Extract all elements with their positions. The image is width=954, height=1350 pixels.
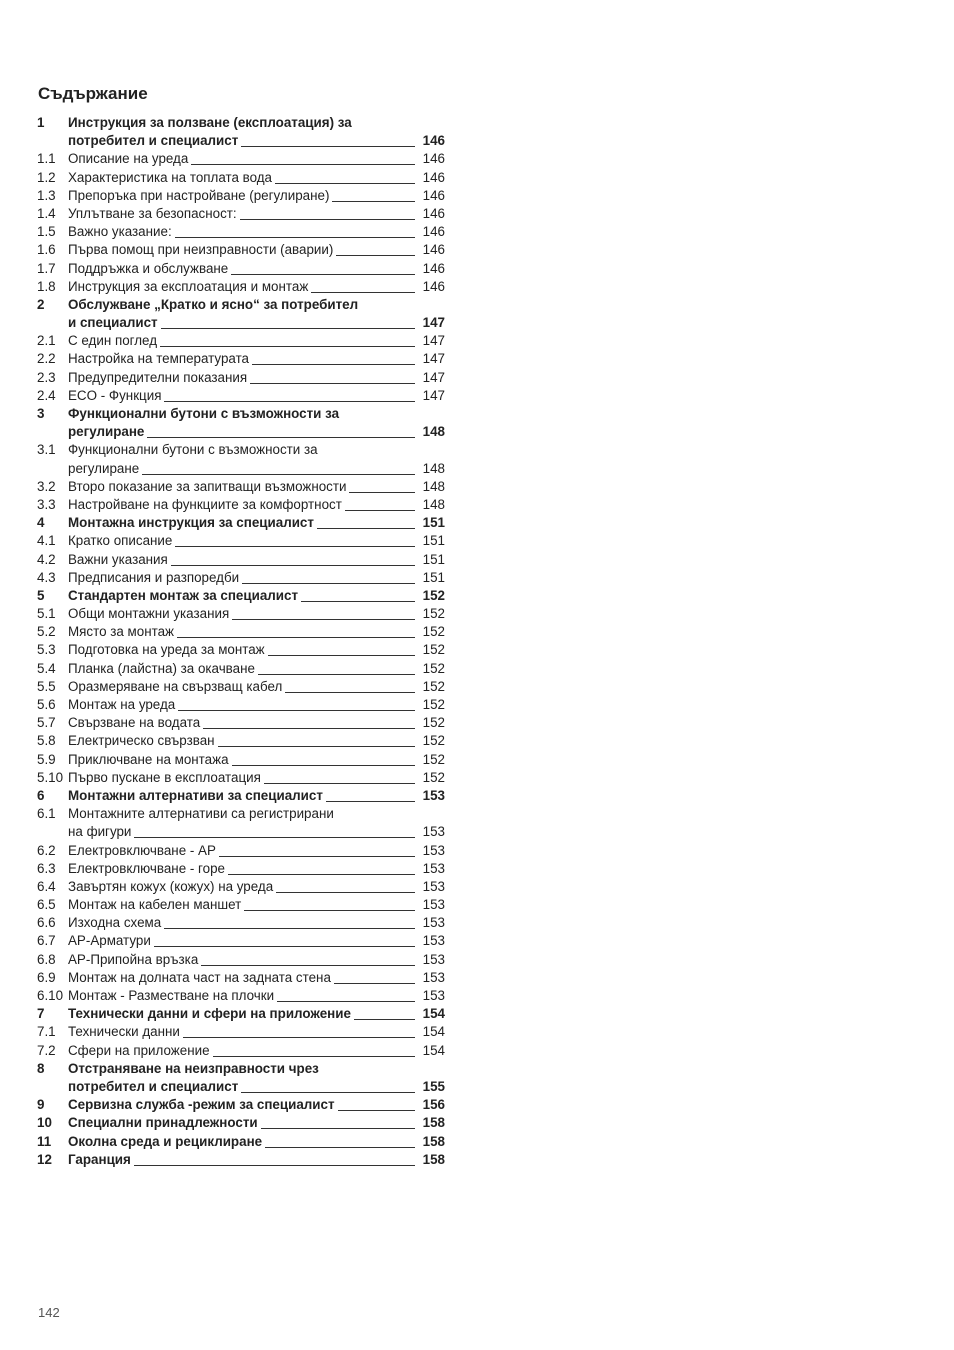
toc-entry-title: Околна среда и рециклиране <box>68 1133 263 1149</box>
toc-entry-title: Изходна схема <box>68 915 162 931</box>
page-number: 142 <box>38 1305 60 1320</box>
toc-leader-line <box>164 914 415 929</box>
toc-entry-page: 153 <box>422 951 445 967</box>
toc-leader-line <box>183 1023 415 1038</box>
toc-entry <box>37 932 445 950</box>
toc-entry-page: 146 <box>422 260 445 276</box>
toc-entry-title: Уплътване за безопасност: <box>68 205 237 221</box>
toc-entry-title: потребител и специалист <box>68 133 239 149</box>
toc-entry-page: 153 <box>422 969 445 985</box>
toc-entry-title: Инструкция за ползване (експлоатация) за <box>68 115 352 130</box>
toc-entry-number: 1.6 <box>37 242 56 258</box>
toc-entry-title: Свързване на водата <box>68 715 201 731</box>
toc-entry-number: 2.2 <box>37 351 56 367</box>
toc-entry-number: 12 <box>37 1151 52 1167</box>
page-title: Съдържание <box>38 84 148 103</box>
toc-entry <box>37 1005 445 1023</box>
toc-entry <box>37 241 445 259</box>
toc-entry <box>37 823 445 841</box>
toc-entry-number: 6.7 <box>37 933 56 949</box>
toc-entry-title: С един поглед <box>68 333 158 349</box>
toc-entry-page: 153 <box>422 878 445 894</box>
toc-entry-number: 8 <box>37 1060 45 1076</box>
toc-entry-title: Монтажни алтернативи за специалист <box>68 787 323 803</box>
toc-entry-title: и специалист <box>68 315 158 331</box>
toc-leader-line <box>277 987 415 1002</box>
toc-leader-line <box>154 932 415 947</box>
toc-entry-title: Специални принадлежности <box>68 1115 258 1131</box>
toc-entry <box>37 423 445 441</box>
toc-entry-page: 152 <box>422 624 445 640</box>
toc-entry-page: 151 <box>422 569 445 585</box>
toc-entry <box>37 114 445 132</box>
toc-leader-line <box>252 350 415 365</box>
toc-entry-number: 9 <box>37 1097 45 1113</box>
toc-entry-page: 147 <box>422 387 445 403</box>
toc-leader-line <box>232 605 415 620</box>
toc-entry-page: 153 <box>422 860 445 876</box>
toc-entry <box>37 878 445 896</box>
toc-leader-line <box>160 332 415 347</box>
toc-entry-number: 2.1 <box>37 333 56 349</box>
toc-leader-line <box>191 150 415 165</box>
toc-entry-title: регулиране <box>68 460 140 476</box>
toc-entry-title: Оразмеряване на свързващ кабел <box>68 678 283 694</box>
toc-entry-title: Планка (лайстна) за окачване <box>68 660 255 676</box>
toc-entry <box>37 150 445 168</box>
toc-entry <box>37 623 445 641</box>
toc-entry-title: Предупредителни показания <box>68 369 248 385</box>
toc-entry-number: 4.3 <box>37 569 56 585</box>
toc-entry-page: 156 <box>422 1097 445 1113</box>
toc-entry-number: 5.4 <box>37 660 56 676</box>
toc-entry-title: Електровключване - горе <box>68 860 225 876</box>
toc-entry-title: Технически данни <box>68 1024 180 1040</box>
toc-entry-page: 148 <box>422 460 445 476</box>
toc-entry-number: 5.2 <box>37 624 56 640</box>
toc-entry-title: Отстраняване на неизправности чрез <box>68 1060 319 1076</box>
toc-leader-line <box>285 678 415 693</box>
toc-entry-page: 151 <box>422 551 445 567</box>
toc-entry-title: Функционални бутони с възможности за <box>68 442 318 458</box>
toc-leader-line <box>175 223 415 238</box>
toc-leader-line <box>232 751 415 766</box>
toc-entry-title: Функционални бутони с възможности за <box>68 406 340 421</box>
toc-entry-number: 1.2 <box>37 169 56 185</box>
toc-leader-line <box>332 187 415 202</box>
toc-leader-line <box>268 641 415 656</box>
toc-entry <box>37 551 445 569</box>
toc-entry-page: 151 <box>422 515 445 531</box>
toc-entry-title: Монтажна инструкция за специалист <box>68 515 314 531</box>
toc-entry-page: 153 <box>422 787 445 803</box>
toc-entry-number: 5.6 <box>37 697 56 712</box>
toc-leader-line <box>241 1078 415 1093</box>
toc-leader-line <box>250 369 415 384</box>
toc-entry-page: 147 <box>422 369 445 385</box>
toc-leader-line <box>261 1114 415 1129</box>
toc-entry-number: 1.1 <box>37 151 56 167</box>
toc-entry <box>37 969 445 987</box>
toc-entry-number: 1.5 <box>37 224 56 240</box>
toc-entry <box>37 314 445 332</box>
toc-entry-title: Технически данни и сфери на приложение <box>68 1006 351 1022</box>
toc-entry-title: Важни указания <box>68 551 168 567</box>
toc-entry-number: 5.8 <box>37 733 56 749</box>
toc-entry-page: 158 <box>422 1151 445 1167</box>
toc-entry <box>37 842 445 860</box>
toc-entry-page: 148 <box>422 424 445 440</box>
toc-entry-page: 155 <box>422 1078 445 1094</box>
toc-leader-line <box>218 732 415 747</box>
toc-entry-title: Сфери на приложение <box>68 1042 210 1058</box>
toc-entry <box>37 1078 445 1096</box>
toc-leader-line <box>275 169 415 184</box>
toc-entry-title: Монтаж на кабелен маншет <box>68 897 242 913</box>
toc-entry <box>37 896 445 914</box>
toc-entry-number: 5.9 <box>37 751 56 767</box>
toc-entry <box>37 478 445 496</box>
toc-entry-title: Монтаж на долната част на задната стена <box>68 969 331 985</box>
toc-entry <box>37 987 445 1005</box>
toc-entry-title: Първо пускане в експлоатация <box>68 769 261 785</box>
toc-entry-page: 154 <box>422 1006 445 1022</box>
toc-entry-page: 152 <box>422 587 445 603</box>
toc-entry-title: Монтаж - Разместване на плочки <box>68 988 275 1003</box>
toc-leader-line <box>311 278 415 293</box>
toc-leader-line <box>326 787 415 802</box>
toc-entry-title: Монтажните алтернативи са регистрирани <box>68 806 334 822</box>
toc-entry-page: 146 <box>422 187 445 203</box>
toc-entry <box>37 1151 445 1169</box>
toc-entry <box>37 187 445 205</box>
toc-entry-page: 146 <box>422 169 445 185</box>
toc-entry-title: Общи монтажни указания <box>68 606 230 622</box>
toc-entry-page: 154 <box>422 1042 445 1058</box>
toc-entry <box>37 496 445 514</box>
toc-entry <box>37 1060 445 1078</box>
toc-leader-line <box>201 951 415 966</box>
toc-leader-line <box>203 714 415 729</box>
toc-entry-number: 6.1 <box>37 806 56 822</box>
toc-entry-number: 5 <box>37 587 45 603</box>
toc-entry <box>37 860 445 878</box>
toc-entry-page: 146 <box>422 278 445 294</box>
toc-entry <box>37 387 445 405</box>
toc-entry-number: 1.4 <box>37 205 56 221</box>
toc-entry-page: 146 <box>422 151 445 167</box>
toc-entry-title: Място за монтаж <box>68 624 174 640</box>
toc-entry-page: 147 <box>422 333 445 349</box>
toc-entry-title: Сервизна служба -режим за специалист <box>68 1097 335 1113</box>
toc-entry <box>37 369 445 387</box>
toc-entry-number: 1.3 <box>37 187 56 203</box>
toc-entry-page: 153 <box>422 915 445 931</box>
toc-entry-title: Настройка на температурата <box>68 351 249 367</box>
toc-entry-number: 4 <box>37 515 45 531</box>
toc-entry-title: Инструкция за експлоатация и монтаж <box>68 278 309 294</box>
toc-entry-title: Електрическо свързван <box>68 733 215 749</box>
toc-entry-page: 146 <box>422 205 445 221</box>
toc-entry-title: АР-Арматури <box>68 933 151 949</box>
toc-leader-line <box>228 860 415 875</box>
toc-entry-title: Завъртян кожух (кожух) на уреда <box>68 878 274 894</box>
toc-entry <box>37 1114 445 1132</box>
toc-entry-page: 158 <box>422 1115 445 1131</box>
toc-entry-page: 153 <box>422 933 445 949</box>
toc-entry <box>37 914 445 932</box>
toc-leader-line <box>345 496 415 511</box>
toc-entry-title: Препоръка при настройване (регулиране) <box>68 187 330 203</box>
toc-entry-title: Предписания и разпоредби <box>68 569 240 585</box>
toc-entry-number: 6.9 <box>37 969 56 985</box>
toc-entry-page: 153 <box>422 897 445 913</box>
toc-entry <box>37 569 445 587</box>
toc-entry <box>37 332 445 350</box>
toc-entry <box>37 1133 445 1151</box>
toc-leader-line <box>264 769 415 784</box>
toc-entry-number: 6.6 <box>37 915 56 931</box>
toc-entry-number: 5.10 <box>37 769 64 785</box>
table-of-contents <box>37 114 445 1169</box>
toc-leader-line <box>317 514 415 529</box>
toc-entry <box>37 660 445 678</box>
toc-entry-title: Първа помощ при неизправности (аварии) <box>68 242 334 258</box>
toc-leader-line <box>349 478 415 493</box>
toc-entry-title: Електровключване - АР <box>68 842 216 858</box>
toc-leader-line <box>336 241 415 256</box>
toc-leader-line <box>265 1133 415 1148</box>
toc-entry <box>37 732 445 750</box>
toc-entry <box>37 514 445 532</box>
toc-entry-number: 11 <box>37 1133 52 1149</box>
toc-entry-number: 1 <box>37 115 45 130</box>
toc-entry <box>37 405 445 423</box>
toc-entry <box>37 296 445 314</box>
toc-leader-line <box>213 1042 415 1057</box>
toc-entry-page: 146 <box>422 224 445 240</box>
toc-entry-page: 152 <box>422 678 445 694</box>
toc-leader-line <box>240 205 415 220</box>
toc-entry <box>37 587 445 605</box>
toc-leader-line <box>276 878 415 893</box>
toc-entry-number: 3.2 <box>37 478 56 494</box>
toc-entry-number: 6.5 <box>37 897 56 913</box>
toc-leader-line <box>338 1096 415 1111</box>
toc-leader-line <box>231 260 415 275</box>
toc-leader-line <box>171 551 415 566</box>
toc-entry-number: 3 <box>37 406 45 421</box>
toc-entry-number: 6.10 <box>37 988 64 1003</box>
toc-entry-page: 152 <box>422 715 445 731</box>
toc-entry-page: 147 <box>422 351 445 367</box>
toc-leader-line <box>334 969 415 984</box>
toc-entry-page: 154 <box>422 1024 445 1040</box>
toc-entry <box>37 714 445 732</box>
toc-entry <box>37 951 445 969</box>
toc-entry-number: 2.3 <box>37 369 56 385</box>
toc-entry-title: Второ показание за запитващи възможности <box>68 478 347 494</box>
toc-entry-number: 7 <box>37 1006 45 1022</box>
toc-entry <box>37 223 445 241</box>
toc-entry-page: 151 <box>422 533 445 549</box>
toc-entry-page: 153 <box>422 988 445 1003</box>
toc-entry-number: 6.2 <box>37 842 56 858</box>
toc-entry <box>37 350 445 368</box>
toc-entry-number: 1.8 <box>37 278 56 294</box>
toc-entry <box>37 460 445 478</box>
toc-entry-page: 152 <box>422 751 445 767</box>
toc-entry <box>37 787 445 805</box>
toc-entry-title: Важно указание: <box>68 224 172 240</box>
toc-entry-number: 7.2 <box>37 1042 56 1058</box>
toc-entry <box>37 641 445 659</box>
toc-entry-title: АР-Припойна връзка <box>68 951 199 967</box>
toc-entry-page: 152 <box>422 642 445 658</box>
toc-entry-page: 148 <box>422 478 445 494</box>
toc-entry-title: Кратко описание <box>68 533 173 549</box>
toc-entry-number: 1.7 <box>37 260 56 276</box>
toc-entry-page: 146 <box>422 242 445 258</box>
toc-entry-title: Монтаж на уреда <box>68 697 176 712</box>
toc-leader-line <box>161 314 415 329</box>
toc-entry-title: Характеристика на топлата вода <box>68 169 273 185</box>
toc-leader-line <box>147 423 415 438</box>
toc-entry-title: потребител и специалист <box>68 1078 239 1094</box>
toc-entry-number: 5.7 <box>37 715 56 731</box>
toc-entry-number: 6.4 <box>37 878 56 894</box>
toc-entry-number: 3.3 <box>37 496 56 512</box>
toc-entry-number: 5.1 <box>37 606 56 622</box>
toc-entry <box>37 805 445 823</box>
toc-entry <box>37 260 445 278</box>
toc-entry-page: 153 <box>422 842 445 858</box>
toc-leader-line <box>142 460 415 475</box>
toc-entry <box>37 678 445 696</box>
toc-entry-title: Стандартен монтаж за специалист <box>68 587 299 603</box>
toc-entry-title: Настройване на функциите за комфортност <box>68 496 342 512</box>
toc-leader-line <box>219 842 415 857</box>
toc-entry-page: 152 <box>422 697 445 712</box>
toc-entry-title: Подготовка на уреда за монтаж <box>68 642 265 658</box>
toc-leader-line <box>301 587 415 602</box>
toc-entry-page: 153 <box>422 824 445 840</box>
toc-entry <box>37 1096 445 1114</box>
toc-entry-number: 4.2 <box>37 551 56 567</box>
toc-leader-line <box>178 696 415 711</box>
toc-entry-number: 2.4 <box>37 387 56 403</box>
toc-entry-title: Обслужване „Кратко и ясно“ за потребител <box>68 296 359 312</box>
toc-entry-page: 158 <box>422 1133 445 1149</box>
toc-leader-line <box>164 387 415 402</box>
toc-leader-line <box>177 623 415 638</box>
toc-entry <box>37 605 445 623</box>
toc-entry-page: 146 <box>422 133 445 149</box>
toc-entry <box>37 769 445 787</box>
toc-entry-number: 6.3 <box>37 860 56 876</box>
toc-entry-number: 2 <box>37 296 45 312</box>
toc-leader-line <box>134 823 415 838</box>
toc-entry <box>37 1023 445 1041</box>
toc-entry-page: 152 <box>422 769 445 785</box>
toc-leader-line <box>134 1151 415 1166</box>
toc-entry-title: Описание на уреда <box>68 151 189 167</box>
toc-entry-title: регулиране <box>68 424 145 440</box>
toc-entry-title: ECO - Функция <box>68 387 162 403</box>
toc-entry-page: 147 <box>422 315 445 331</box>
toc-leader-line <box>354 1005 415 1020</box>
toc-entry-page: 152 <box>422 660 445 676</box>
toc-leader-line <box>244 896 415 911</box>
toc-entry-number: 5.5 <box>37 678 56 694</box>
toc-entry <box>37 278 445 296</box>
toc-entry-title: на фигури <box>68 824 132 840</box>
toc-entry <box>37 205 445 223</box>
toc-entry <box>37 169 445 187</box>
toc-entry-title: Поддръжка и обслужване <box>68 260 229 276</box>
toc-entry <box>37 132 445 150</box>
toc-entry-number: 10 <box>37 1115 52 1131</box>
toc-entry-number: 7.1 <box>37 1024 56 1040</box>
toc-entry-number: 4.1 <box>37 533 56 549</box>
toc-entry-number: 3.1 <box>37 442 56 458</box>
toc-entry-number: 5.3 <box>37 642 56 658</box>
toc-entry <box>37 751 445 769</box>
toc-leader-line <box>242 569 415 584</box>
toc-entry <box>37 441 445 459</box>
toc-entry-title: Приключване на монтажа <box>68 751 229 767</box>
toc-entry-number: 6 <box>37 787 45 803</box>
toc-entry-number: 6.8 <box>37 951 56 967</box>
toc-entry <box>37 1042 445 1060</box>
toc-leader-line <box>241 132 415 147</box>
toc-entry-page: 152 <box>422 606 445 622</box>
toc-entry <box>37 532 445 550</box>
toc-entry <box>37 696 445 714</box>
toc-entry-page: 152 <box>422 733 445 749</box>
toc-leader-line <box>258 660 415 675</box>
toc-entry-title: Гаранция <box>68 1151 131 1167</box>
toc-entry-page: 148 <box>422 496 445 512</box>
toc-leader-line <box>175 532 415 547</box>
